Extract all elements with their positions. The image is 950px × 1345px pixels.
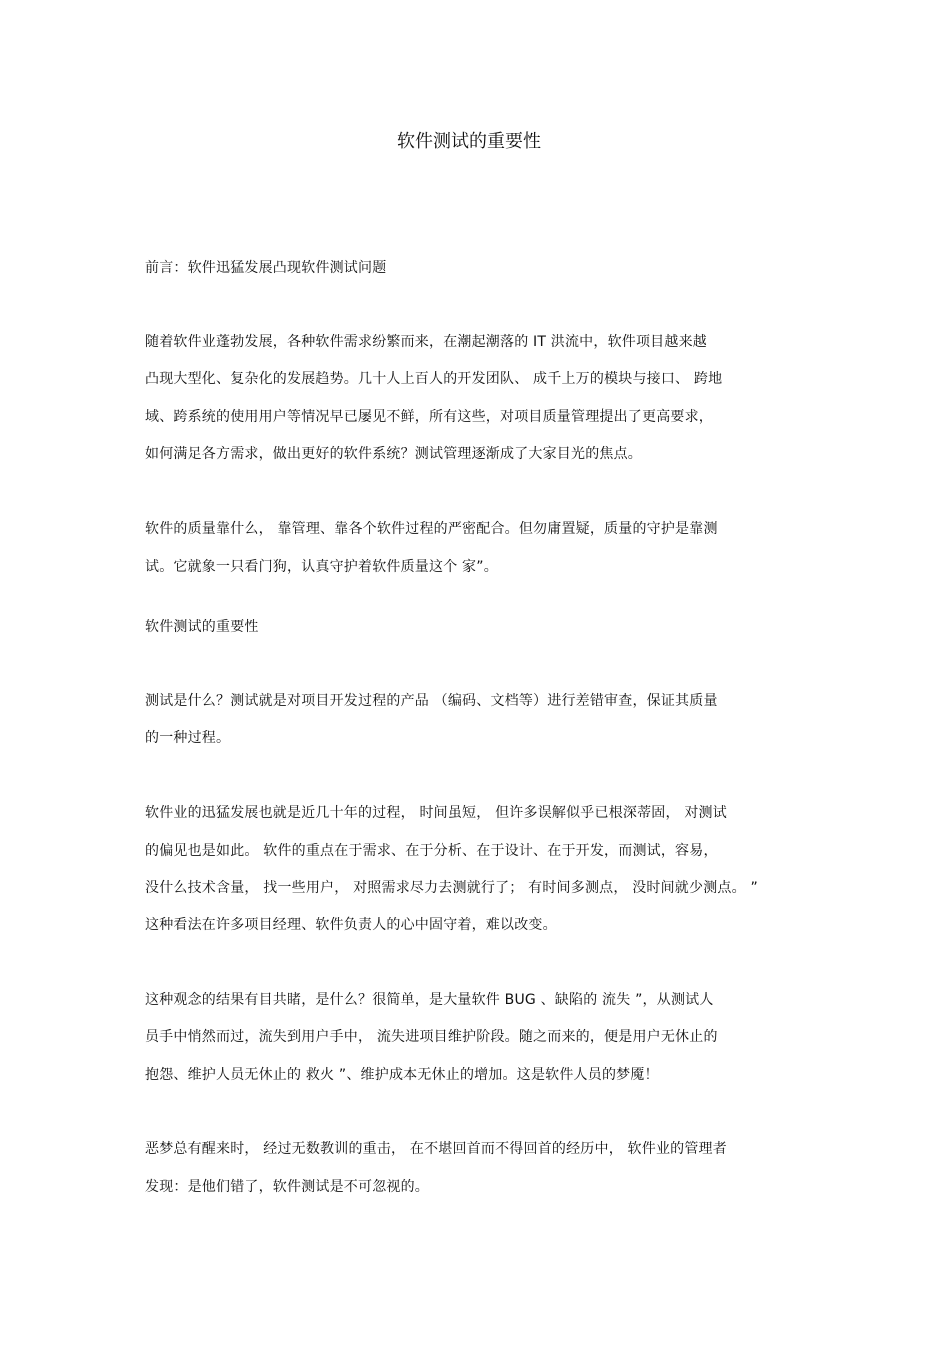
paragraph-6-line-1: 恶梦总有醒来时， 经过无数教训的重击， 在不堪回首而不得回首的经历中， 软件业的管理者	[145, 1141, 727, 1157]
paragraph-1-line-1: 随着软件业蓬勃发展，各种软件需求纷繁而来，在潮起潮落的 IT 洪流中，软件项目越来越	[145, 334, 707, 350]
paragraph-3-line-1: 测试是什么？测试就是对项目开发过程的产品 （编码、文档等）进行差错审查，保证其质量	[145, 693, 718, 709]
paragraph-4-line-4: 这种看法在许多项目经理、软件负责人的心中固守着，难以改变。	[145, 917, 557, 933]
document-title: 软件测试的重要性	[397, 131, 541, 152]
paragraph-4-line-1: 软件业的迅猛发展也就是近几十年的过程， 时间虽短， 但许多误解似乎已根深蒂固， 对测试	[145, 805, 727, 821]
paragraph-1-line-4: 如何满足各方需求，做出更好的软件系统？测试管理逐渐成了大家目光的焦点。	[145, 446, 642, 462]
preface-heading: 前言：软件迅猛发展凸现软件测试问题	[145, 260, 387, 276]
paragraph-5-line-3: 抱怨、维护人员无休止的 救火 ”、维护成本无休止的增加。这是软件人员的梦魇！	[145, 1067, 659, 1083]
paragraph-1-line-2: 凸现大型化、复杂化的发展趋势。几十人上百人的开发团队、 成千上万的模块与接口、 跨地	[145, 371, 723, 387]
paragraph-2-line-1: 软件的质量靠什么， 靠管理、靠各个软件过程的严密配合。但勿庸置疑，质量的守护是靠测	[145, 521, 718, 537]
paragraph-4-line-3: 没什么技术含量， 找一些用户， 对照需求尽力去测就行了； 有时间多测点， 没时间就少测点。 ”	[145, 880, 758, 896]
paragraph-1-line-3: 域、跨系统的使用用户等情况早已屡见不鲜，所有这些，对项目质量管理提出了更高要求，	[145, 409, 713, 425]
paragraph-3-line-2: 的一种过程。	[145, 730, 231, 746]
paragraph-2-line-2: 试。它就象一只看门狗，认真守护着软件质量这个 家”。	[145, 559, 498, 575]
paragraph-5-line-2: 员手中悄然而过，流失到用户手中， 流失进项目维护阶段。随之而来的，便是用户无休止的	[145, 1029, 718, 1045]
paragraph-6-line-2: 发现：是他们错了，软件测试是不可忽视的。	[145, 1179, 429, 1195]
paragraph-5-line-1: 这种观念的结果有目共睹，是什么？很简单，是大量软件 BUG 、缺陷的 流失 ”，从测试人	[145, 992, 714, 1008]
paragraph-4-line-2: 的偏见也是如此。 软件的重点在于需求、在于分析、在于设计、在于开发，而测试，容易，	[145, 843, 718, 859]
section-heading: 软件测试的重要性	[145, 619, 259, 635]
